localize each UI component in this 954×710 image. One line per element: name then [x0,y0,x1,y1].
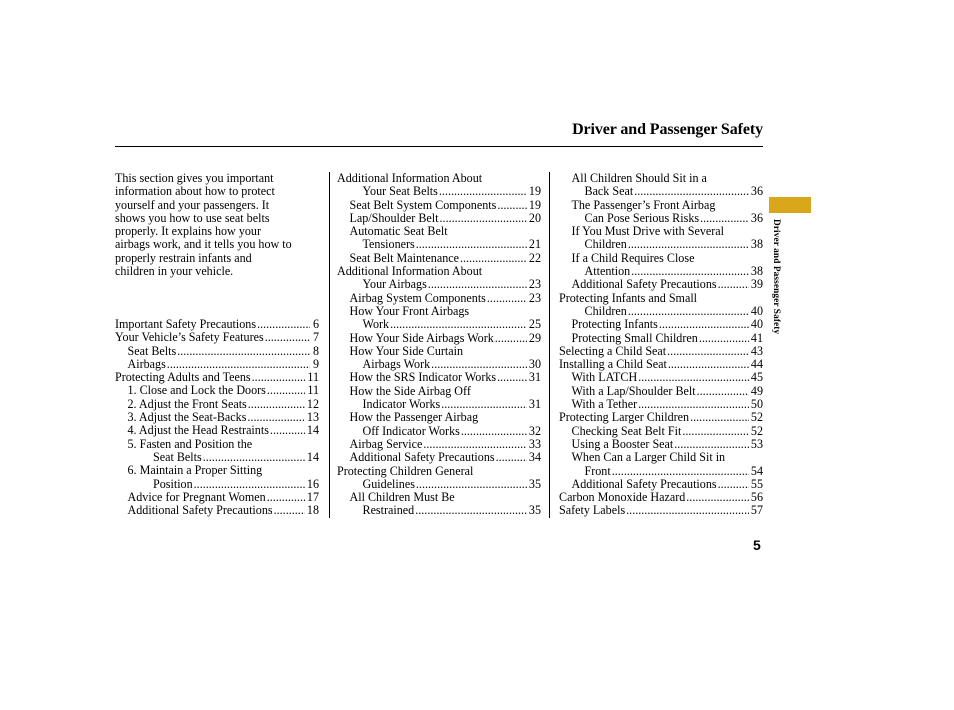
toc-leader-dots [631,265,749,278]
toc-page-number: 40 [750,303,763,318]
toc-entry-title: Your Seat Belts [362,184,438,199]
toc-entry[interactable] [115,424,319,437]
toc-page-number: 16 [306,476,319,491]
toc-entry-title: Back Seat [584,184,634,199]
toc-page-number: 23 [528,277,541,292]
toc-entry-heading[interactable]: All Children Should Sit in a [571,171,707,185]
toc-page-number: 11 [307,370,319,385]
toc-page-number: 49 [750,383,763,398]
toc-entry[interactable] [115,318,319,331]
toc-entry[interactable] [337,318,541,331]
toc-entry-heading[interactable]: Additional Information About [337,264,483,279]
toc-entry-heading[interactable]: 6. Maintain a Proper Sitting [127,463,263,478]
toc-entry-title: Off Indicator Works [362,423,460,438]
toc-entry-heading[interactable]: How the Passenger Airbag [349,410,479,425]
toc-entry-title: Can Pose Serious Risks [584,210,700,225]
toc-leader-dots [638,398,749,411]
toc-entry[interactable] [115,384,319,397]
toc-leader-dots [194,478,305,491]
toc-entry-title: Position [153,476,193,491]
toc-page-number: 36 [750,184,763,199]
toc-page-number: 53 [750,436,763,451]
toc-entry[interactable] [559,504,763,517]
toc-leader-dots [496,451,527,464]
toc-leader-dots [416,478,527,491]
toc-page-number: 32 [528,423,541,438]
toc-leader-dots [416,238,527,251]
side-section-label: Driver and Passenger Safety [771,219,781,335]
toc-entry-title: Additional Safety Precautions [571,277,717,292]
toc-entry[interactable] [115,478,319,491]
toc-leader-dots [267,491,305,504]
toc-entry-title: Restrained [362,503,415,518]
toc-page-number: 29 [528,330,541,345]
toc-page-number: 11 [307,383,319,398]
toc-leader-dots [440,212,527,225]
toc-leader-dots [248,398,305,411]
toc-entry-title: With a Lap/Shoulder Belt [571,383,696,398]
toc-entry[interactable] [115,371,319,384]
column-divider-1 [329,172,330,518]
toc-entry[interactable] [337,478,541,491]
toc-entry-title: Airbags [127,356,166,371]
toc-entry[interactable] [559,398,763,411]
toc-entry-title: With LATCH [571,370,638,385]
toc-leader-dots [257,318,310,331]
intro-line: information about how to protect [115,184,275,199]
toc-page-number: 25 [528,317,541,332]
toc-page-number: 13 [306,410,319,425]
toc-entry-title: Additional Safety Precautions [349,450,495,465]
toc-entry-title: Using a Booster Seat [571,436,674,451]
toc-page-number: 18 [306,503,319,518]
toc-entry[interactable] [559,265,763,278]
toc-entry[interactable] [559,438,763,451]
toc-entry-title: 2. Adjust the Front Seats [127,396,247,411]
toc-page-number: 14 [306,449,319,464]
toc-column-1 [115,318,319,517]
toc-page-number: 54 [750,463,763,478]
toc-page-number: 52 [750,410,763,425]
toc-leader-dots [441,398,527,411]
toc-entry[interactable] [337,438,541,451]
toc-entry-title: Important Safety Precautions [115,317,257,331]
toc-page-number: 14 [306,423,319,438]
toc-entry[interactable] [115,451,319,464]
toc-entry[interactable] [559,345,763,358]
toc-entry[interactable] [115,411,319,424]
toc-entry-heading[interactable]: 5. Fasten and Position the [127,436,253,451]
toc-entry-title: Your Vehicle’s Safety Features [115,330,264,345]
toc-page-number: 36 [750,210,763,225]
toc-entry-title: 3. Adjust the Seat-Backs [127,410,247,425]
toc-entry-title: Seat Belt Maintenance [349,250,459,265]
toc-entry[interactable] [559,212,763,225]
intro-line: yourself and your passengers. It [115,197,270,212]
toc-page-number: 35 [528,476,541,491]
toc-entry-title: Seat Belt System Components [349,197,497,212]
toc-leader-dots [674,438,749,451]
toc-page-number: 45 [750,370,763,385]
toc-leader-dots [700,212,749,225]
toc-entry[interactable] [559,491,763,504]
toc-leader-dots [177,345,310,358]
toc-entry-title: Protecting Adults and Teens [115,370,251,385]
toc-entry-heading[interactable]: The Passenger’s Front Airbag [571,197,716,212]
toc-entry[interactable] [337,398,541,411]
toc-entry-heading[interactable]: Protecting Children General [337,463,474,478]
toc-entry-heading[interactable]: How Your Front Airbags [349,303,470,318]
toc-entry[interactable] [337,278,541,291]
toc-page-number: 34 [528,450,541,465]
toc-entry[interactable] [337,252,541,265]
intro-paragraph [115,172,320,278]
toc-entry-title: How the SRS Indicator Works [349,370,497,385]
toc-entry[interactable] [337,451,541,464]
toc-entry-title: Safety Labels [559,503,626,518]
intro-line: properly restrain infants and [115,250,252,265]
toc-leader-dots [423,438,527,451]
toc-page-number: 19 [528,197,541,212]
toc-entry-heading[interactable]: Protecting Infants and Small [559,290,698,305]
toc-entry-title: Children [584,303,627,318]
toc-leader-dots [690,411,749,424]
intro-line: properly. It explains how your [115,224,261,239]
toc-entry-heading[interactable]: How the Side Airbag Off [349,383,471,398]
toc-leader-dots [718,278,749,291]
toc-entry[interactable] [559,332,763,345]
toc-entry[interactable] [337,292,541,305]
toc-page-number: 31 [528,397,541,412]
toc-entry-title: Airbag System Components [349,290,486,305]
toc-leader-dots [270,424,305,437]
toc-leader-dots [718,478,749,491]
toc-page-number: 50 [750,397,763,412]
toc-entry-title: Installing a Child Seat [559,357,667,372]
toc-column-3 [559,172,763,518]
toc-page-number: 30 [528,357,541,372]
toc-entry-title: Guidelines [362,476,415,491]
toc-entry[interactable] [559,238,763,251]
toc-leader-dots [431,358,527,371]
toc-page-number: 12 [306,396,319,411]
toc-entry-heading[interactable]: If a Child Requires Close [571,250,695,265]
toc-page-number: 35 [528,503,541,518]
toc-entry[interactable] [559,411,763,424]
toc-page-number: 31 [528,370,541,385]
toc-entry-heading[interactable]: If You Must Drive with Several [571,224,725,239]
toc-entry-title: With a Tether [571,397,638,412]
toc-entry[interactable] [115,491,319,504]
toc-leader-dots [668,358,749,371]
toc-entry[interactable] [337,199,541,212]
toc-entry[interactable] [115,331,319,344]
toc-entry-heading[interactable]: When Can a Larger Child Sit in [571,450,726,465]
toc-entry[interactable] [337,425,541,438]
toc-leader-dots [667,345,749,358]
toc-entry[interactable] [559,478,763,491]
toc-page-number: 23 [528,290,541,305]
toc-entry[interactable] [337,332,541,345]
intro-line: children in your vehicle. [115,264,234,279]
toc-entry[interactable] [337,212,541,225]
toc-entry-title: Children [584,237,627,252]
toc-page-number: 56 [750,490,763,505]
toc-entry[interactable] [115,345,319,358]
toc-entry[interactable] [559,465,763,478]
toc-entry[interactable] [337,504,541,517]
toc-entry[interactable] [115,398,319,411]
toc-entry-heading[interactable]: All Children Must Be [349,490,455,505]
toc-leader-dots [497,199,527,212]
toc-entry[interactable] [337,185,541,198]
toc-page-number: 38 [750,264,763,279]
toc-entry[interactable] [337,358,541,371]
page-number: 5 [753,537,761,553]
toc-entry-title: Lap/Shoulder Belt [349,210,439,225]
toc-entry[interactable] [337,238,541,251]
toc-entry-title: 4. Adjust the Head Restraints [127,423,269,438]
toc-entry-title: Attention [584,264,631,279]
toc-entry[interactable] [115,504,319,517]
page-title: Driver and Passenger Safety [572,121,763,138]
toc-page-number: 21 [528,237,541,252]
toc-column-2 [337,172,541,518]
toc-entry-title: Your Airbags [362,277,427,292]
toc-entry-title: Tensioners [362,237,415,252]
toc-page-number: 19 [528,184,541,199]
toc-page-number: 43 [750,343,763,358]
column-divider-2 [549,172,550,518]
toc-entry[interactable] [559,371,763,384]
toc-page-number: 20 [528,210,541,225]
toc-leader-dots [247,411,305,424]
toc-entry-title: Checking Seat Belt Fit [571,423,682,438]
toc-entry-title: Carbon Monoxide Hazard [559,490,686,505]
toc-entry-title: Additional Safety Precautions [571,476,717,491]
toc-entry[interactable] [337,371,541,384]
toc-entry[interactable] [559,358,763,371]
toc-page-number: 33 [528,436,541,451]
toc-leader-dots [682,425,749,438]
toc-entry-title: Protecting Infants [571,317,658,332]
toc-entry-title: Protecting Larger Children [559,410,690,425]
toc-leader-dots [495,332,527,345]
toc-entry-title: Seat Belts [153,449,202,464]
toc-page-number: 7 [312,330,319,345]
toc-leader-dots [697,385,749,398]
toc-leader-dots [415,504,527,517]
toc-entry-title: Additional Safety Precautions [127,503,273,518]
toc-leader-dots [439,185,527,198]
toc-entry[interactable] [559,425,763,438]
toc-entry-title: Work [362,317,390,332]
toc-page-number: 22 [528,250,541,265]
toc-entry-title: Advice for Pregnant Women [127,489,266,504]
toc-leader-dots [497,371,527,384]
toc-page-number: 44 [750,357,763,372]
toc-entry-heading[interactable]: Automatic Seat Belt [349,224,448,239]
toc-leader-dots [267,384,305,397]
intro-line: airbags work, and it tells you how to [115,237,292,252]
toc-leader-dots [487,292,527,305]
header-rule [115,146,763,147]
toc-leader-dots [203,451,305,464]
toc-entry-title: Front [584,463,611,478]
toc-leader-dots [252,371,306,384]
toc-entry[interactable] [559,185,763,198]
toc-page-number: 39 [750,277,763,292]
toc-page-number: 55 [750,476,763,491]
toc-leader-dots [638,371,749,384]
toc-leader-dots [265,331,310,344]
toc-entry-title: Seat Belts [127,343,177,358]
toc-entry-title: Airbag Service [349,436,423,451]
toc-entry-title: How Your Side Airbags Work [349,330,494,345]
toc-leader-dots [699,332,749,345]
toc-entry[interactable] [559,278,763,291]
toc-entry-title: Selecting a Child Seat [559,343,667,358]
toc-entry-heading[interactable]: How Your Side Curtain [349,343,464,358]
toc-leader-dots [659,318,749,331]
toc-leader-dots [628,305,749,318]
toc-page-number: 52 [750,423,763,438]
toc-entry-heading[interactable]: Additional Information About [337,171,483,185]
toc-page-number: 40 [750,317,763,332]
section-tab[interactable] [769,197,811,213]
toc-leader-dots [628,238,749,251]
toc-page-number: 41 [750,330,763,345]
toc-page-number: 38 [750,237,763,252]
toc-page-number: 9 [312,356,319,371]
toc-page-number: 17 [306,489,319,504]
toc-leader-dots [634,185,749,198]
intro-line: shows you how to use seat belts [115,210,270,225]
toc-entry-title: Protecting Small Children [571,330,698,345]
toc-page-number: 8 [312,343,319,358]
toc-entry-title: 1. Close and Lock the Doors [127,383,266,398]
intro-line: This section gives you important [115,171,274,185]
toc-leader-dots [167,358,310,371]
toc-entry[interactable] [115,358,319,371]
toc-page-number: 57 [750,503,763,518]
toc-leader-dots [428,278,527,291]
toc-leader-dots [612,465,749,478]
toc-page-number: 6 [312,317,319,331]
toc-entry-title: Indicator Works [362,397,441,412]
toc-leader-dots [461,425,527,438]
toc-entry[interactable] [559,385,763,398]
toc-leader-dots [390,318,527,331]
toc-entry[interactable] [559,318,763,331]
toc-entry[interactable] [559,305,763,318]
toc-leader-dots [460,252,527,265]
toc-leader-dots [274,504,305,517]
toc-leader-dots [686,491,749,504]
toc-leader-dots [626,504,749,517]
toc-entry-title: Airbags Work [362,357,431,372]
